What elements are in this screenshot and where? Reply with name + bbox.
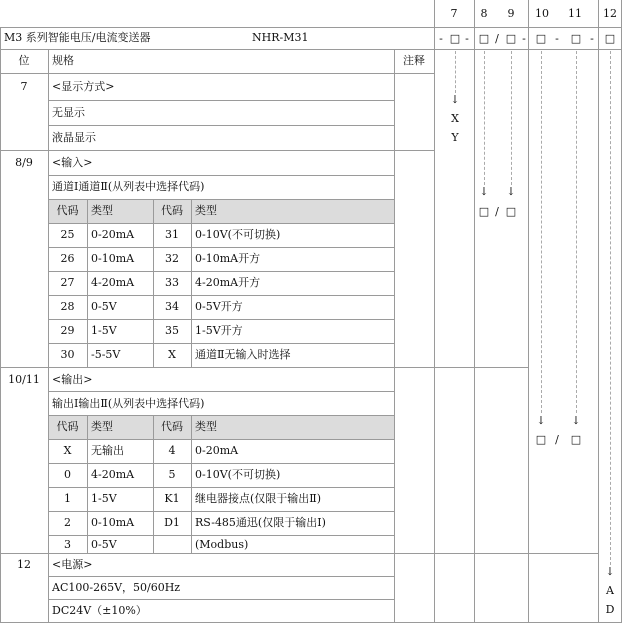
option-code: A — [606, 584, 614, 597]
guide-line — [511, 51, 512, 185]
option-code: Y — [451, 131, 459, 144]
rule — [48, 415, 394, 416]
arrow-down-icon: ↓ — [506, 185, 516, 198]
rule — [48, 223, 394, 224]
section-subtitle: 通道Ⅰ通道Ⅱ(从列表中选择代码) — [52, 180, 205, 193]
slot-separator: / — [495, 32, 499, 45]
table-cell: 0-10V(不可切换) — [195, 468, 281, 481]
table-cell: 0-5V — [91, 300, 117, 313]
rule — [0, 73, 434, 74]
table-cell: 无输出 — [91, 444, 124, 457]
table-cell: 28 — [60, 300, 75, 313]
table-cell: 0-10mA开方 — [195, 252, 261, 265]
table-cell: 0-5V — [91, 538, 117, 551]
table-cell: 0-20mA — [195, 444, 239, 457]
table-cell: 31 — [165, 228, 179, 241]
code-slot: □ — [505, 205, 517, 218]
pos-number: 9 — [507, 7, 515, 20]
table-cell: 4-20mA — [91, 468, 135, 481]
slot-separator: / — [495, 205, 499, 218]
table-cell: X — [63, 444, 72, 457]
rule — [474, 0, 475, 623]
slot-separator: - — [439, 32, 443, 45]
table-heading: 类型 — [195, 204, 217, 217]
column-heading-spec: 规格 — [52, 54, 74, 67]
table-cell: 1 — [64, 492, 71, 505]
option-code: X — [451, 112, 459, 125]
code-slot: □ — [535, 433, 547, 446]
table-heading: 类型 — [195, 420, 217, 433]
rule — [48, 125, 394, 126]
rule — [48, 463, 394, 464]
rule — [48, 511, 394, 512]
model-code: NHR-M31 — [252, 31, 309, 44]
table-cell: 0-10mA — [91, 516, 135, 529]
rule — [191, 415, 192, 553]
code-slot: □ — [570, 32, 582, 45]
table-cell: 0-10mA — [91, 252, 135, 265]
table-cell: RS-485通迅(仅限于输出Ⅰ) — [195, 516, 326, 529]
pos-number: 11 — [568, 7, 582, 20]
rule — [48, 319, 394, 320]
pos-number: 10 — [535, 7, 549, 20]
table-cell: X — [168, 348, 176, 361]
rule — [598, 0, 599, 623]
table-heading: 类型 — [91, 204, 113, 217]
table-cell: 通道Ⅱ无输入时选择 — [195, 348, 291, 361]
arrow-down-icon: ↓ — [605, 565, 615, 578]
code-slot: □ — [505, 32, 517, 45]
section-pos: 12 — [17, 558, 31, 571]
rule — [48, 535, 394, 536]
slot-separator: - — [590, 32, 594, 45]
table-cell: 26 — [60, 252, 75, 265]
rule — [48, 199, 394, 200]
pos-number: 8 — [480, 7, 488, 20]
table-cell: 0-20mA — [91, 228, 135, 241]
rule — [48, 271, 394, 272]
section-title: <显示方式> — [52, 80, 115, 93]
model-line: M3 系列智能电压/电流变送器 — [4, 31, 151, 44]
arrow-down-icon: ↓ — [450, 93, 460, 106]
code-slot: □ — [478, 32, 490, 45]
table-cell: 0 — [64, 468, 71, 481]
rule — [87, 199, 88, 367]
arrow-down-icon: ↓ — [571, 414, 581, 427]
guide-line — [484, 51, 485, 185]
arrow-down-icon: ↓ — [536, 414, 546, 427]
pos-number: 7 — [450, 7, 458, 20]
table-cell: 5 — [168, 468, 176, 481]
table-cell: 3 — [64, 538, 71, 551]
rule — [153, 415, 154, 553]
code-slot: □ — [570, 433, 582, 446]
table-cell: 4-20mA — [91, 276, 135, 289]
option-label: 液晶显示 — [52, 131, 96, 144]
section-title: <输出> — [52, 373, 93, 386]
rule — [434, 0, 435, 623]
option-label: AC100-265V，50/60Hz — [52, 581, 181, 594]
rule — [0, 150, 434, 151]
rule — [48, 100, 394, 101]
table-heading: 代码 — [161, 204, 183, 217]
slot-separator: - — [555, 32, 559, 45]
table-cell: 0-5V开方 — [195, 300, 243, 313]
table-cell: 35 — [165, 324, 179, 337]
column-heading-note: 注释 — [403, 54, 425, 67]
code-slot: □ — [604, 32, 616, 45]
slot-separator: - — [465, 32, 469, 45]
arrow-down-icon: ↓ — [479, 185, 489, 198]
table-cell: 29 — [60, 324, 75, 337]
code-slot: □ — [449, 32, 461, 45]
slot-separator: - — [522, 32, 526, 45]
table-cell: 34 — [165, 300, 179, 313]
table-cell: K1 — [164, 492, 180, 505]
table-heading: 类型 — [91, 420, 113, 433]
column-heading-pos: 位 — [18, 54, 30, 67]
table-cell: 32 — [165, 252, 179, 265]
guide-line — [576, 51, 577, 413]
rule — [48, 487, 394, 488]
rule — [394, 49, 395, 623]
guide-line — [455, 51, 456, 93]
section-pos: 8/9 — [15, 156, 33, 169]
option-label: DC24V（±10%） — [52, 604, 147, 617]
table-cell: (Modbus) — [195, 538, 249, 551]
table-cell: 1-5V开方 — [195, 324, 243, 337]
section-title: <输入> — [52, 156, 93, 169]
rule — [0, 27, 1, 623]
table-cell: 2 — [64, 516, 71, 529]
option-code: D — [605, 603, 615, 616]
table-heading: 代码 — [56, 204, 79, 217]
rule — [0, 553, 598, 554]
rule — [48, 175, 394, 176]
pos-number: 12 — [603, 7, 617, 20]
rule — [48, 439, 394, 440]
slot-separator: / — [555, 433, 559, 446]
section-pos: 10/11 — [8, 373, 40, 386]
rule — [48, 343, 394, 344]
section-pos: 7 — [20, 80, 28, 93]
rule — [87, 415, 88, 553]
rule — [48, 295, 394, 296]
table-cell: -5-5V — [91, 348, 121, 361]
code-slot: □ — [535, 32, 547, 45]
table-cell: 继电器接点(仅限于输出Ⅱ) — [195, 492, 322, 505]
rule — [528, 0, 529, 623]
code-slot: □ — [478, 205, 490, 218]
table-heading: 代码 — [161, 420, 183, 433]
table-cell: 4-20mA开方 — [195, 276, 261, 289]
table-cell: 27 — [60, 276, 75, 289]
table-cell: 30 — [60, 348, 75, 361]
table-cell: 25 — [60, 228, 75, 241]
section-title: <电源> — [52, 558, 93, 571]
guide-line — [610, 51, 611, 565]
table-cell: 0-10V(不可切换) — [195, 228, 281, 241]
table-cell: 1-5V — [91, 492, 117, 505]
section-subtitle: 输出Ⅰ输出Ⅱ(从列表中选择代码) — [52, 397, 205, 410]
table-cell: 1-5V — [91, 324, 117, 337]
rule — [48, 599, 394, 600]
guide-line — [541, 51, 542, 413]
table-cell: 33 — [165, 276, 179, 289]
table-cell: 4 — [168, 444, 176, 457]
option-label: 无显示 — [52, 106, 85, 119]
rule — [48, 576, 394, 577]
rule — [48, 391, 394, 392]
rule — [48, 247, 394, 248]
rule — [191, 199, 192, 367]
table-heading: 代码 — [56, 420, 79, 433]
rule — [0, 367, 528, 368]
table-cell: D1 — [164, 516, 180, 529]
